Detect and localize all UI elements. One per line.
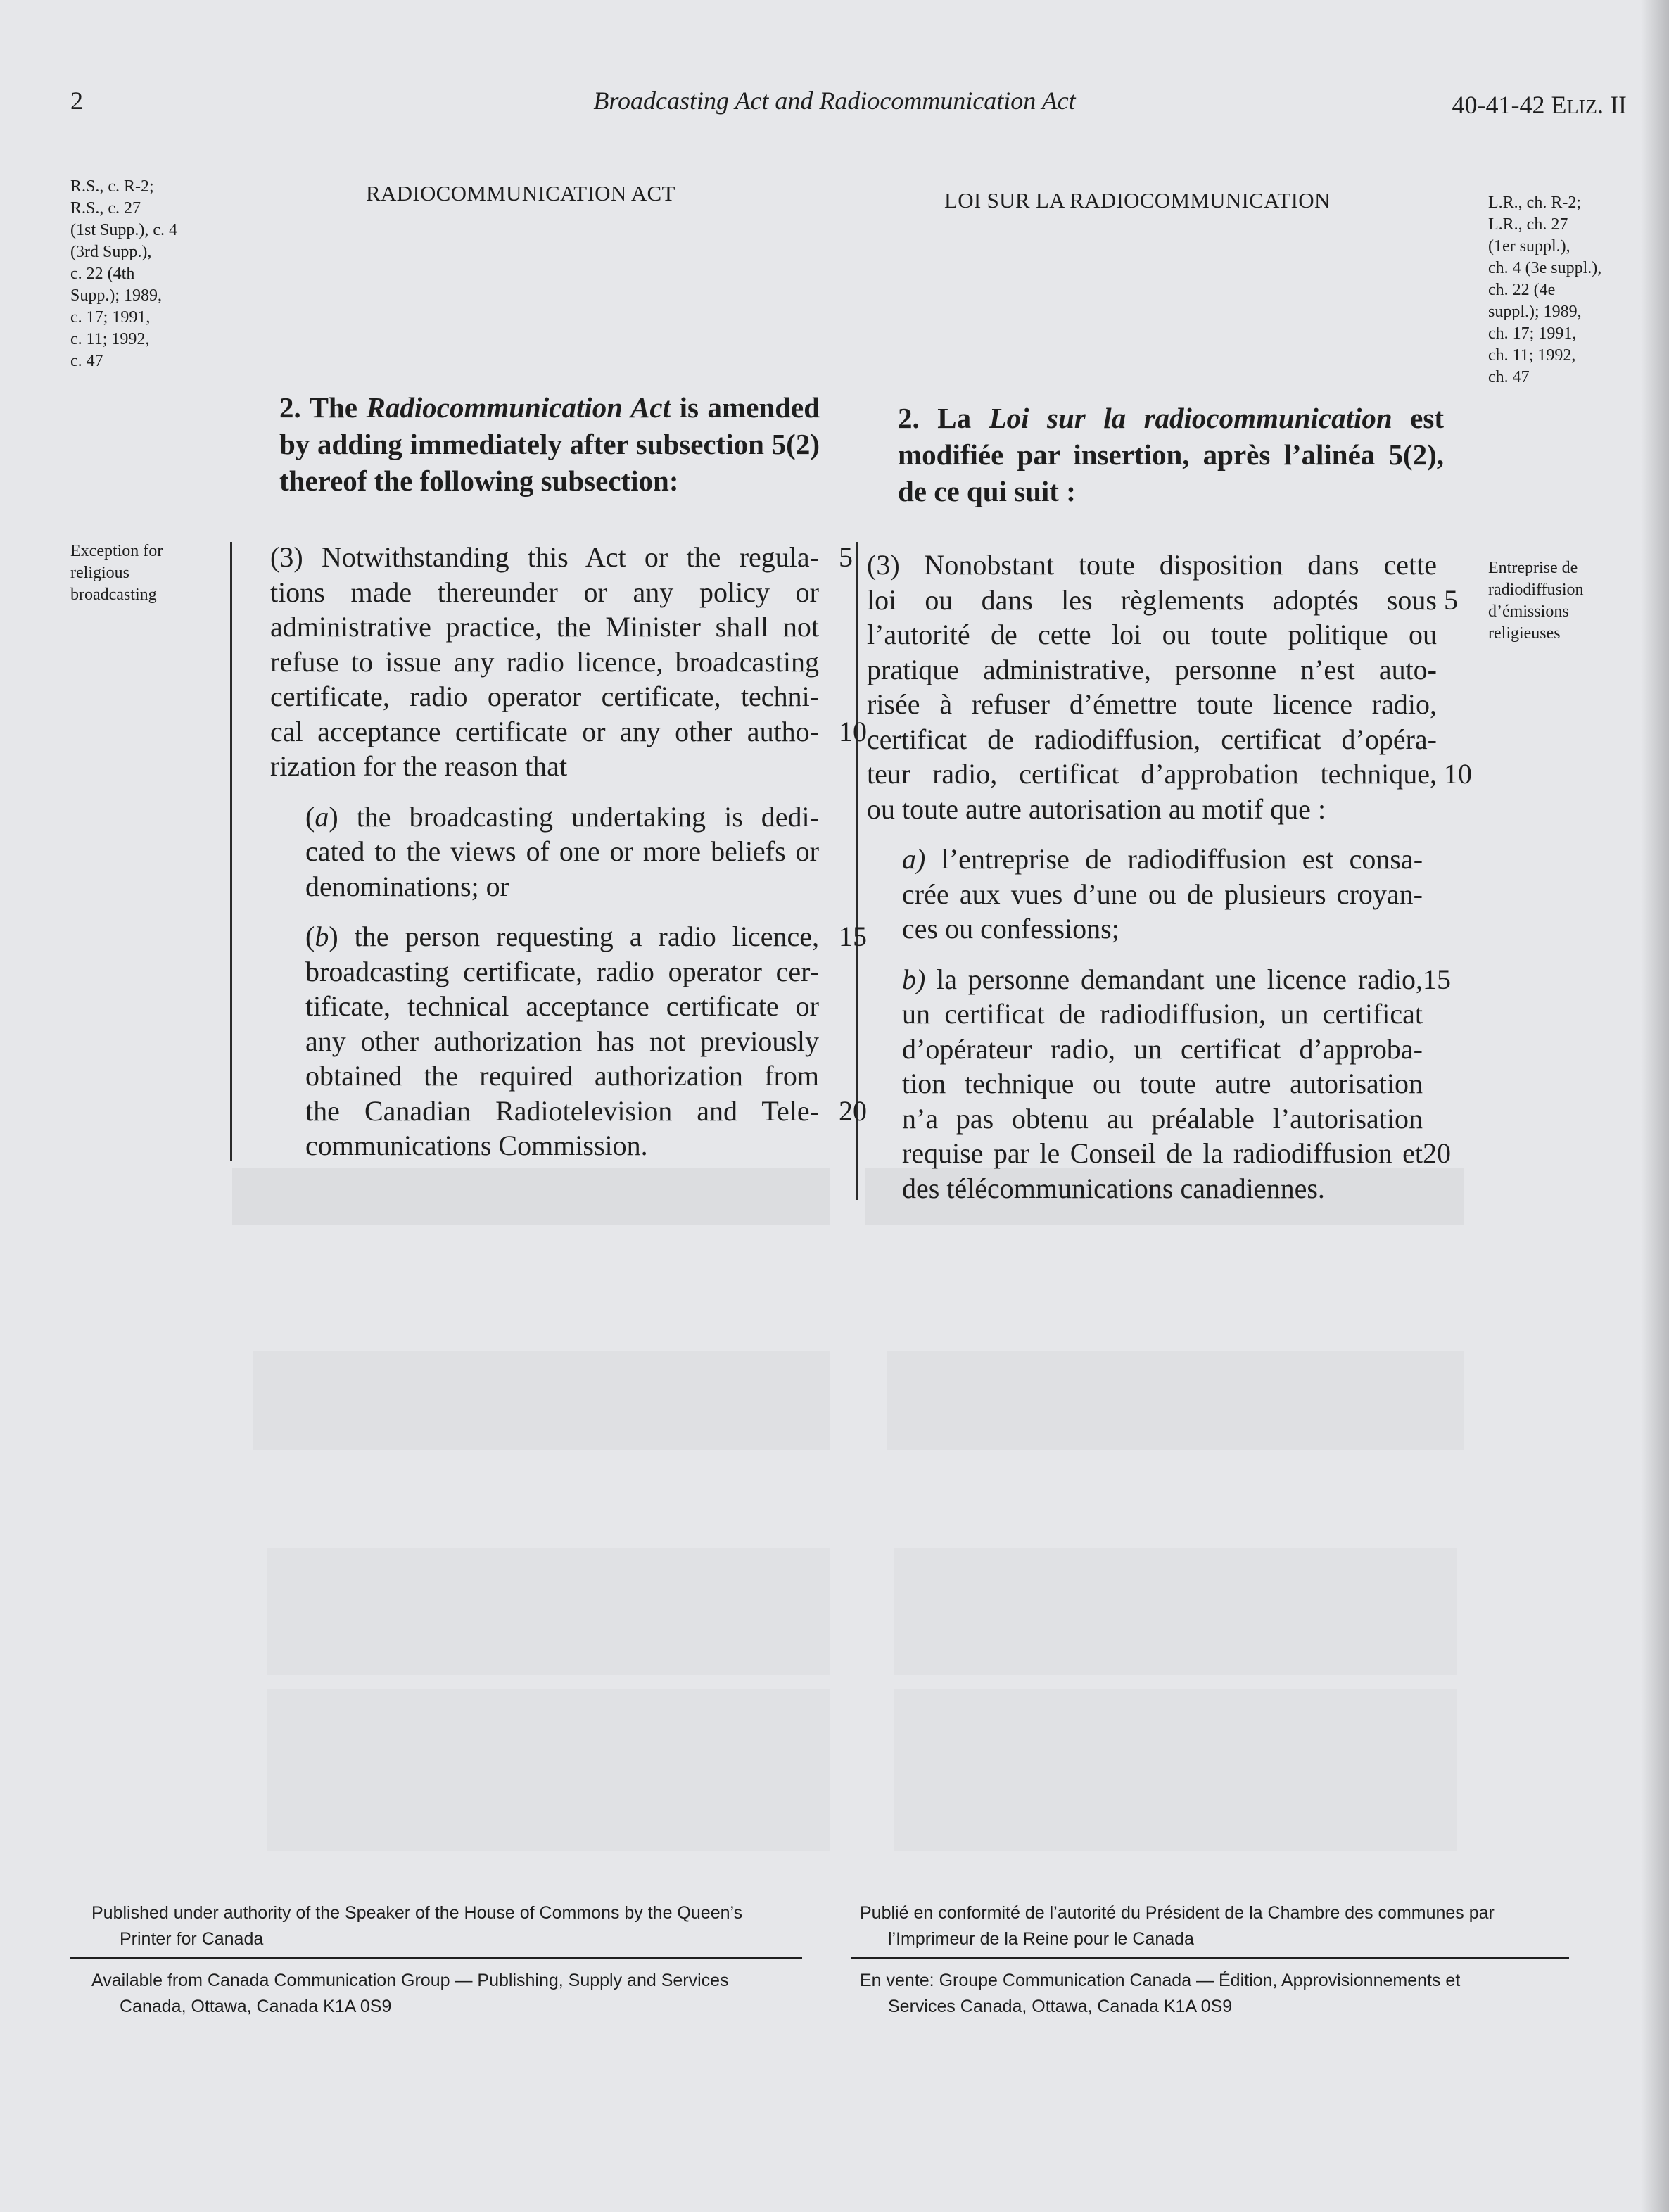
french-footer (860, 1900, 1570, 2020)
french-column-heading: LOI SUR LA RADIOCOMMUNICATION (944, 188, 1331, 213)
line-number: 20 (1423, 1137, 1451, 1169)
french-footer-rule (851, 1957, 1569, 1959)
text-line (270, 834, 819, 869)
text-line (270, 540, 853, 575)
line-text: certificate, radio operator certificate, techni- (270, 681, 819, 712)
citation-line: c. 11; 1992, (70, 330, 150, 348)
line-text: un certificat de radiodiffusion, un certificat (902, 998, 1423, 1030)
line-text: l’autorité de cette loi ou toute politique ou (867, 619, 1437, 650)
english-clause-text: is amended by adding immediately after subsection 5(2) thereof the following subsection: (279, 391, 820, 497)
english-column-heading: RADIOCOMMUNICATION ACT (366, 181, 675, 206)
text-line (270, 714, 867, 750)
line-text: cated to the views of one or more beliefs or (305, 835, 819, 867)
text-line (867, 877, 1423, 912)
citation-line: R.S., c. R-2; (70, 177, 154, 196)
citation-line: ch. 11; 1992, (1488, 346, 1576, 365)
text-line (270, 954, 819, 990)
french-subsection (867, 548, 1472, 1206)
citation-line: Supp.); 1989, (70, 286, 163, 305)
line-text: des télécommunications canadiennes. (902, 1172, 1325, 1204)
text-line (270, 679, 819, 714)
regnal-year-end: . II (1597, 91, 1627, 119)
marginal-note-line: religious (70, 564, 129, 582)
text-line: a) l’entreprise de radiodiffusion est consa- (902, 843, 1423, 875)
english-footer (91, 1900, 830, 2020)
text-line (867, 722, 1437, 757)
english-amending-clause (279, 389, 820, 499)
english-published-line: Published under authority of the Speaker of the House of Commons by the Queen’s (91, 1903, 743, 1923)
english-marginal-note (70, 541, 225, 606)
text-line: b) la personne demandant une licence radio, 15 (867, 962, 1423, 997)
text-line (867, 997, 1423, 1032)
text-line (270, 1128, 819, 1163)
line-number: 20 (839, 1094, 867, 1127)
line-text: l’entreprise de radiodiffusion est consa- (941, 843, 1423, 875)
line-text: administrative practice, the Minister shall not (270, 611, 819, 643)
english-act-name: Radiocommunication Act (366, 391, 671, 424)
french-act-name: Loi sur la radiocommunication (989, 402, 1392, 434)
citation-line: L.R., ch. 27 (1488, 215, 1568, 234)
line-text: la personne demandant une licence radio, (937, 963, 1423, 995)
regnal-year-main: 40-41-42 E (1452, 91, 1567, 119)
french-clause-text: est modifiée par insertion, après l’alinéa 5(2), de ce qui suit : (898, 402, 1444, 507)
line-text: the person requesting a radio licence, (354, 921, 819, 952)
show-through-shading (232, 1168, 830, 1225)
line-text: crée aux vues d’une ou de plusieurs croyan- (902, 878, 1423, 910)
show-through-shading (894, 1548, 1457, 1675)
english-footer-rule (70, 1957, 802, 1959)
line-text: n’a pas obtenu au préalable l’autorisation (902, 1102, 1423, 1135)
show-through-shading (267, 1689, 830, 1851)
page-number: 2 (70, 87, 83, 115)
right-citation (1488, 192, 1650, 388)
text-line (867, 583, 1458, 618)
line-text: tificate, technical acceptance certificate or (305, 990, 819, 1022)
line-number: 10 (1444, 758, 1472, 790)
text-line (270, 609, 819, 645)
line-text: cal acceptance certificate or any other autho- (270, 715, 819, 747)
french-amending-clause (898, 400, 1444, 510)
text-line (270, 645, 819, 680)
text-line (867, 1136, 1451, 1171)
citation-line: c. 17; 1991, (70, 308, 151, 327)
line-text: pratique administrative, personne n’est auto- (867, 653, 1437, 685)
show-through-shading (894, 1689, 1457, 1851)
french-marginal-note (1488, 557, 1650, 645)
line-text: denominations; or (305, 870, 509, 902)
text-line: (a) the broadcasting undertaking is dedi- (305, 800, 819, 833)
line-text: (3) Notwithstanding this Act or the regula- (270, 541, 819, 573)
line-text: ou toute autre autorisation au motif que : (867, 792, 1326, 825)
french-clause-number: 2. La (898, 402, 989, 434)
line-text: tions made thereunder or any policy or (270, 576, 819, 608)
citation-line: ch. 17; 1991, (1488, 324, 1577, 343)
text-line (270, 575, 819, 610)
line-text: d’opérateur radio, un certificat d’approba- (902, 1032, 1423, 1065)
text-line (867, 652, 1437, 688)
marginal-note-line: Exception for (70, 542, 163, 560)
french-available-line: Services Canada, Ottawa, Canada K1A 0S9 (888, 1997, 1233, 2016)
french-available-line: En vente: Groupe Communication Canada — Édition, Approvisionnements et (860, 1971, 1461, 1990)
marginal-note-line: broadcasting (70, 586, 157, 604)
line-text: risée à refuser d’émettre toute licence radio, (867, 688, 1437, 720)
line-text: teur radio, certificat d’approbation technique, (867, 758, 1437, 790)
text-line (867, 1101, 1423, 1137)
text-line: (b) the person requesting a radio licence, 15 (270, 919, 819, 954)
line-text: obtained the required authorization from (305, 1060, 819, 1092)
show-through-shading (887, 1351, 1464, 1450)
citation-line: ch. 4 (3e suppl.), (1488, 259, 1602, 277)
citation-line: (3rd Supp.), (70, 243, 152, 261)
line-text: rization for the reason that (270, 750, 568, 782)
scan-edge-shadow (1641, 0, 1669, 2212)
text-line (270, 989, 819, 1024)
show-through-shading (253, 1351, 830, 1450)
line-text: (3) Nonobstant toute disposition dans cette (867, 549, 1437, 581)
citation-line: c. 47 (70, 352, 103, 370)
citation-line: (1er suppl.), (1488, 237, 1570, 255)
marginal-note-line: d’émissions (1488, 602, 1569, 621)
line-text: ces ou confessions; (902, 913, 1119, 944)
text-line (867, 687, 1437, 722)
line-text: tion technique ou toute autre autorisation (902, 1068, 1423, 1099)
line-text: the broadcasting undertaking is dedi- (356, 800, 819, 833)
marginal-note-line: Entreprise de (1488, 559, 1578, 577)
citation-line: ch. 22 (4e (1488, 281, 1556, 299)
line-text: loi ou dans les règlements adoptés sous (867, 583, 1437, 616)
line-text: communications Commission. (305, 1130, 648, 1161)
text-line (270, 1058, 819, 1094)
citation-line: ch. 47 (1488, 368, 1530, 386)
line-text: any other authorization has not previously (305, 1025, 819, 1057)
citation-line: (1st Supp.), c. 4 (70, 221, 177, 239)
line-number: 15 (839, 921, 867, 952)
line-number: 15 (1423, 963, 1451, 995)
french-published-line: l’Imprimeur de la Reine pour le Canada (888, 1929, 1194, 1949)
text-line (867, 1066, 1423, 1101)
text-line (270, 869, 819, 904)
english-subsection (270, 540, 867, 1163)
line-text: refuse to issue any radio licence, broadcasting (270, 645, 819, 678)
english-published-line: Printer for Canada (120, 1929, 264, 1949)
line-text: the Canadian Radiotelevision and Tele- (305, 1094, 819, 1127)
citation-line: suppl.); 1989, (1488, 303, 1582, 321)
line-number: 10 (839, 715, 867, 747)
regnal-year (1452, 90, 1627, 120)
english-available-line: Canada, Ottawa, Canada K1A 0S9 (120, 1997, 392, 2016)
line-number: 5 (839, 541, 853, 573)
marginal-note-line: radiodiffusion (1488, 581, 1584, 599)
line-number: 5 (1444, 583, 1458, 616)
text-line (270, 1024, 819, 1059)
text-line (270, 1094, 867, 1129)
text-line (867, 1032, 1423, 1067)
text-line (867, 548, 1437, 583)
text-line (867, 1171, 1423, 1206)
english-clause-number: 2. The (279, 391, 367, 424)
marginal-note-line: religieuses (1488, 624, 1561, 643)
citation-line: R.S., c. 27 (70, 199, 141, 217)
running-title: Broadcasting Act and Radiocommunication Act (593, 87, 1076, 115)
text-line (867, 617, 1437, 652)
text-line (867, 792, 1437, 827)
text-line (867, 757, 1472, 792)
english-available-line: Available from Canada Communication Group — Publishing, Supply and Services (91, 1971, 729, 1990)
left-citation (70, 176, 225, 372)
english-vertical-rule (230, 542, 232, 1161)
line-text: certificat de radiodiffusion, certificat d’opéra- (867, 723, 1437, 755)
show-through-shading (267, 1548, 830, 1675)
line-text: broadcasting certificate, radio operator cer- (305, 955, 819, 987)
citation-line: L.R., ch. R-2; (1488, 194, 1581, 212)
citation-line: c. 22 (4th (70, 265, 135, 283)
text-line (270, 749, 819, 784)
regnal-year-smallcaps: LIZ (1566, 96, 1598, 118)
french-published-line: Publié en conformité de l’autorité du Président de la Chambre des communes par (860, 1903, 1495, 1923)
line-text: requise par le Conseil de la radiodiffusion et (902, 1137, 1423, 1169)
text-line (867, 911, 1423, 947)
